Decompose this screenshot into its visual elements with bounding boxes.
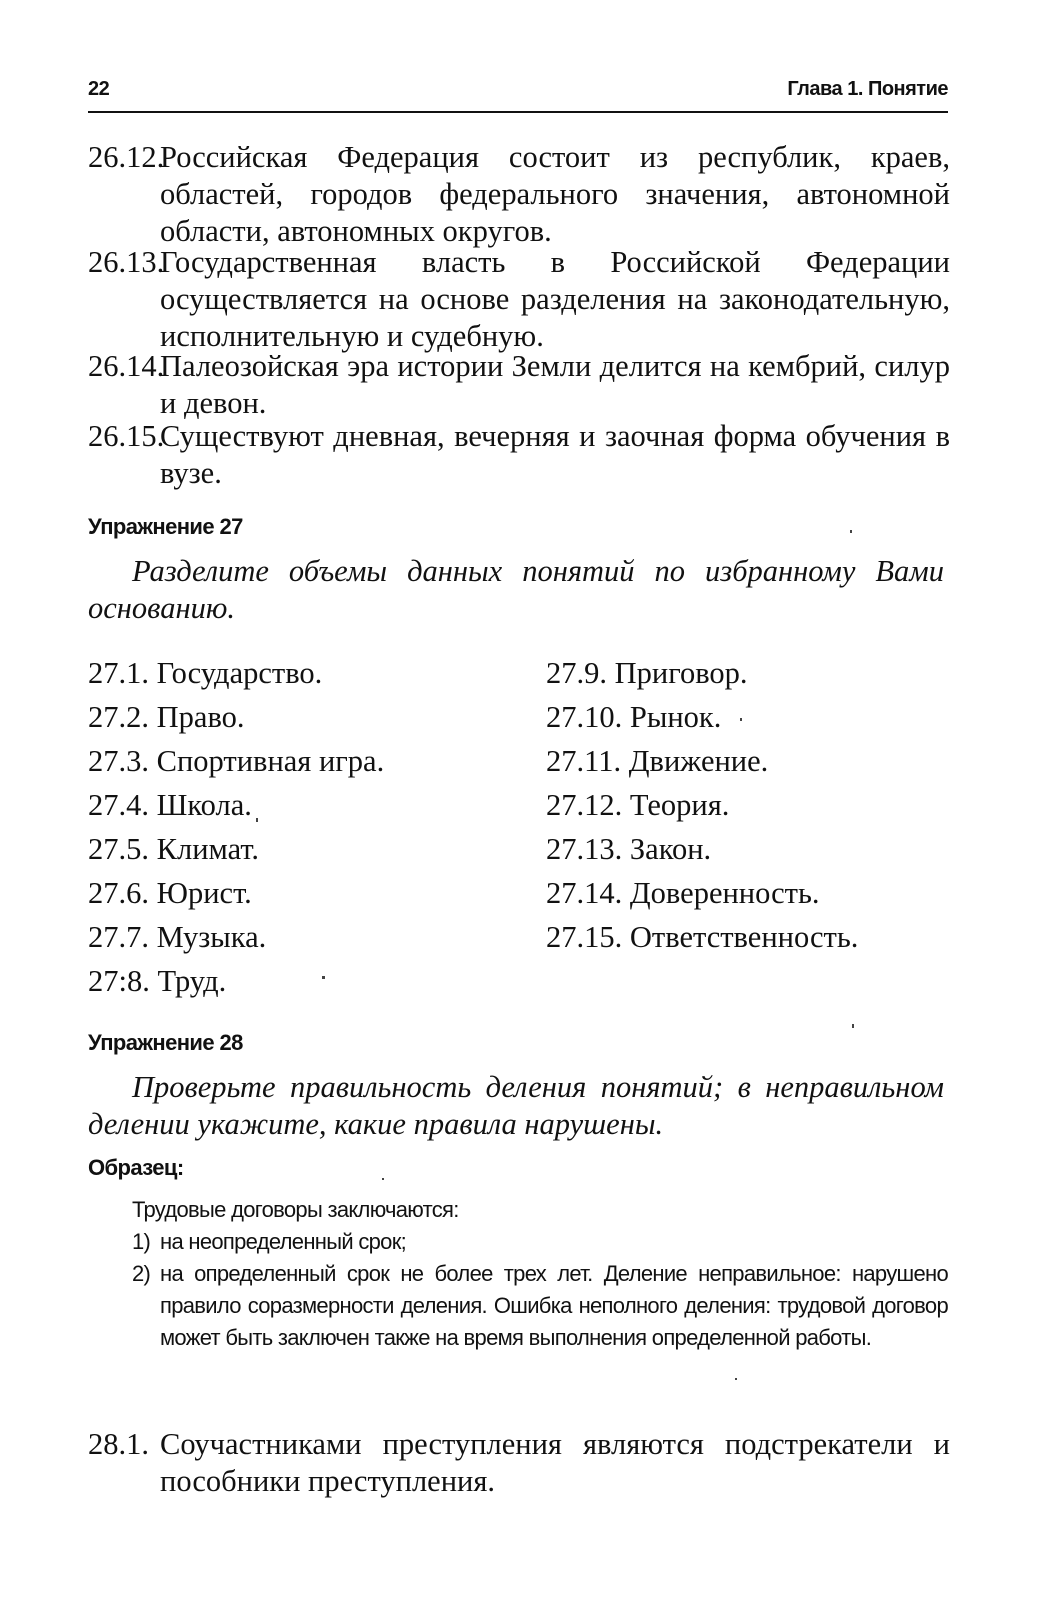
exercise-27-right-column (546, 655, 858, 963)
sample-list-item (132, 1258, 948, 1354)
item-number: 26.12. (88, 140, 165, 174)
sample-marker: 1) (132, 1229, 151, 1254)
sample-label: Образец: (88, 1155, 184, 1180)
speck (850, 530, 852, 533)
exercise-28-instruction: Проверьте правильность деления понятий; в неправильном делении укажите, какие правила нарушены. (88, 1070, 944, 1141)
list-item: 27.15. Ответственность. (546, 920, 859, 954)
list-item (88, 348, 950, 422)
sample-text: на неопределенный срок; (160, 1229, 407, 1254)
item-text: Российская Федерация состоит из республик, краев, областей, городов федерального значения, автономной области, автономных округов. (160, 140, 950, 248)
list-item: 27.14. Доверенность. (546, 876, 820, 910)
sample-intro: Трудовые договоры заключаются: (132, 1197, 459, 1222)
item-number: 26.15. (88, 419, 165, 453)
list-item (88, 139, 950, 250)
speck (852, 1024, 854, 1028)
sample-block (132, 1194, 948, 1354)
list-item (88, 418, 950, 492)
list-item: 27.13. Закон. (546, 832, 712, 866)
list-item: 27.11. Движение. (546, 744, 769, 778)
running-header (88, 78, 948, 101)
list-item: 27.4. Школа. (88, 788, 252, 822)
sample-text: на определенный срок не более трех лет. Деление неправильное: нарушено правило соразмерности деления. Ошибка неполного деления: трудовой договор может быть заключен также на время выполнения определенной работы. (160, 1261, 948, 1350)
exercise-27-left-column (88, 655, 384, 1007)
item-number: 28.1. (88, 1427, 149, 1461)
list-item: 27.9. Приговор. (546, 656, 748, 690)
list-item: 27.1. Государство. (88, 656, 323, 690)
list-item: 27:8. Труд. (88, 964, 227, 998)
list-item (88, 244, 950, 355)
page-number: 22 (88, 78, 110, 100)
speck (735, 1378, 737, 1380)
list-item: 27.7. Музыка. (88, 920, 267, 954)
item-text: Соучастниками преступления являются подстрекатели и пособники преступления. (160, 1427, 950, 1498)
list-item: 27.12. Теория. (546, 788, 730, 822)
sample-marker: 2) (132, 1261, 151, 1286)
list-item: 27.6. Юрист. (88, 876, 252, 910)
item-number: 26.14. (88, 349, 165, 383)
list-item: 27.3. Спортивная игра. (88, 744, 385, 778)
list-item: 27.5. Климат. (88, 832, 260, 866)
header-rule (88, 111, 948, 113)
item-text: Государственная власть в Российской Федерации осуществляется на основе разделения на законодательную, исполнительную и судебную. (160, 245, 950, 353)
exercise-27-heading: Упражнение 27 (88, 514, 243, 539)
item-number: 26.13. (88, 245, 165, 279)
speck (322, 976, 325, 979)
item-text: Существуют дневная, вечерняя и заочная форма обучения в вузе. (160, 419, 950, 490)
speck (740, 718, 742, 721)
list-item: 27.2. Право. (88, 700, 245, 734)
speck (256, 818, 258, 822)
list-item: 27.10. Рынок. (546, 700, 722, 734)
chapter-title: Глава 1. Понятие (787, 78, 948, 100)
sample-list-item (132, 1226, 948, 1258)
list-item (88, 1426, 950, 1500)
exercise-27-instruction: Разделите объемы данных понятий по избранному Вами основанию. (88, 554, 944, 625)
item-text: Палеозойская эра истории Земли делится на кембрий, силур и девон. (160, 349, 950, 420)
exercise-28-heading: Упражнение 28 (88, 1030, 243, 1055)
speck (382, 1178, 384, 1180)
